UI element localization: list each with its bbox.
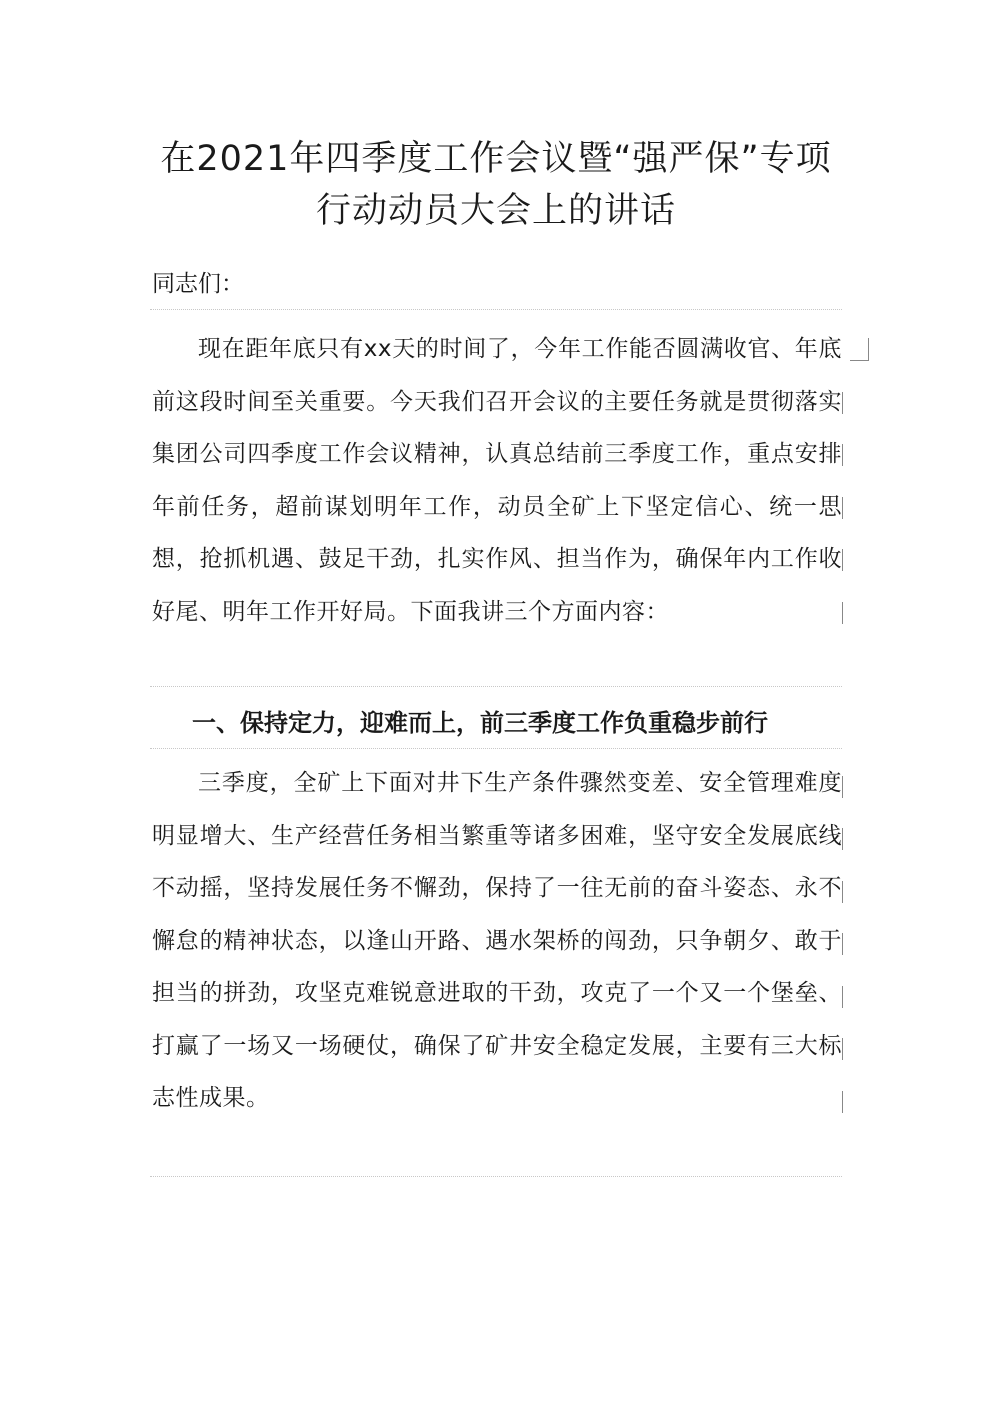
margin-mark bbox=[842, 392, 843, 414]
document-title-line-1: 在2021年四季度工作会议暨“强严保”专项 bbox=[160, 139, 832, 179]
margin-mark bbox=[842, 444, 843, 466]
salutation: 同志们： bbox=[152, 271, 244, 297]
divider bbox=[150, 748, 842, 749]
margin-mark bbox=[842, 1038, 843, 1060]
section-heading-1: 一、保持定力，迎难而上，前三季度工作负重稳步前行 bbox=[192, 709, 768, 737]
margin-mark bbox=[842, 881, 843, 903]
margin-corner-mark bbox=[850, 338, 869, 361]
divider bbox=[150, 1176, 842, 1177]
margin-mark bbox=[842, 549, 843, 571]
margin-mark bbox=[842, 933, 843, 955]
margin-mark bbox=[842, 602, 843, 624]
margin-mark bbox=[842, 1091, 843, 1113]
margin-mark bbox=[842, 497, 843, 519]
margin-mark bbox=[842, 986, 843, 1008]
divider bbox=[150, 309, 842, 310]
divider bbox=[150, 686, 842, 687]
document-title-line-2: 行动动员大会上的讲话 bbox=[315, 191, 676, 231]
margin-mark bbox=[842, 828, 843, 850]
margin-mark bbox=[842, 776, 843, 798]
paragraph-section-1: 三季度，全矿上下面对井下生产条件骤然变差、安全管理难度明显增大、生产经营任务相当繁重等诸多困难，坚守安全发展底线不动摇，坚持发展任务不懈劲，保持了一往无前的奋斗姿态、永不懈怠的精神状态，以逢山开路、遇水架桥的闯劲，只争朝夕、敢于担当的拼劲，攻坚克难锐意进取的干劲，攻克了一个又一个堡垒、打赢了一场又一场硬仗，确保了矿井安全稳定发展，主要有三大标志性成果。 bbox=[152, 770, 842, 1111]
paragraph-intro: 现在距年底只有xx天的时间了，今年工作能否圆满收官、年底前这段时间至关重要。今天我们召开会议的主要任务就是贯彻落实集团公司四季度工作会议精神，认真总结前三季度工作，重点安排年前任务，超前谋划明年工作，动员全矿上下坚定信心、统一思想，抢抓机遇、鼓足干劲，扎实作风、担当作为，确保年内工作收好尾、明年工作开好局。下面我讲三个方面内容： bbox=[152, 336, 842, 625]
